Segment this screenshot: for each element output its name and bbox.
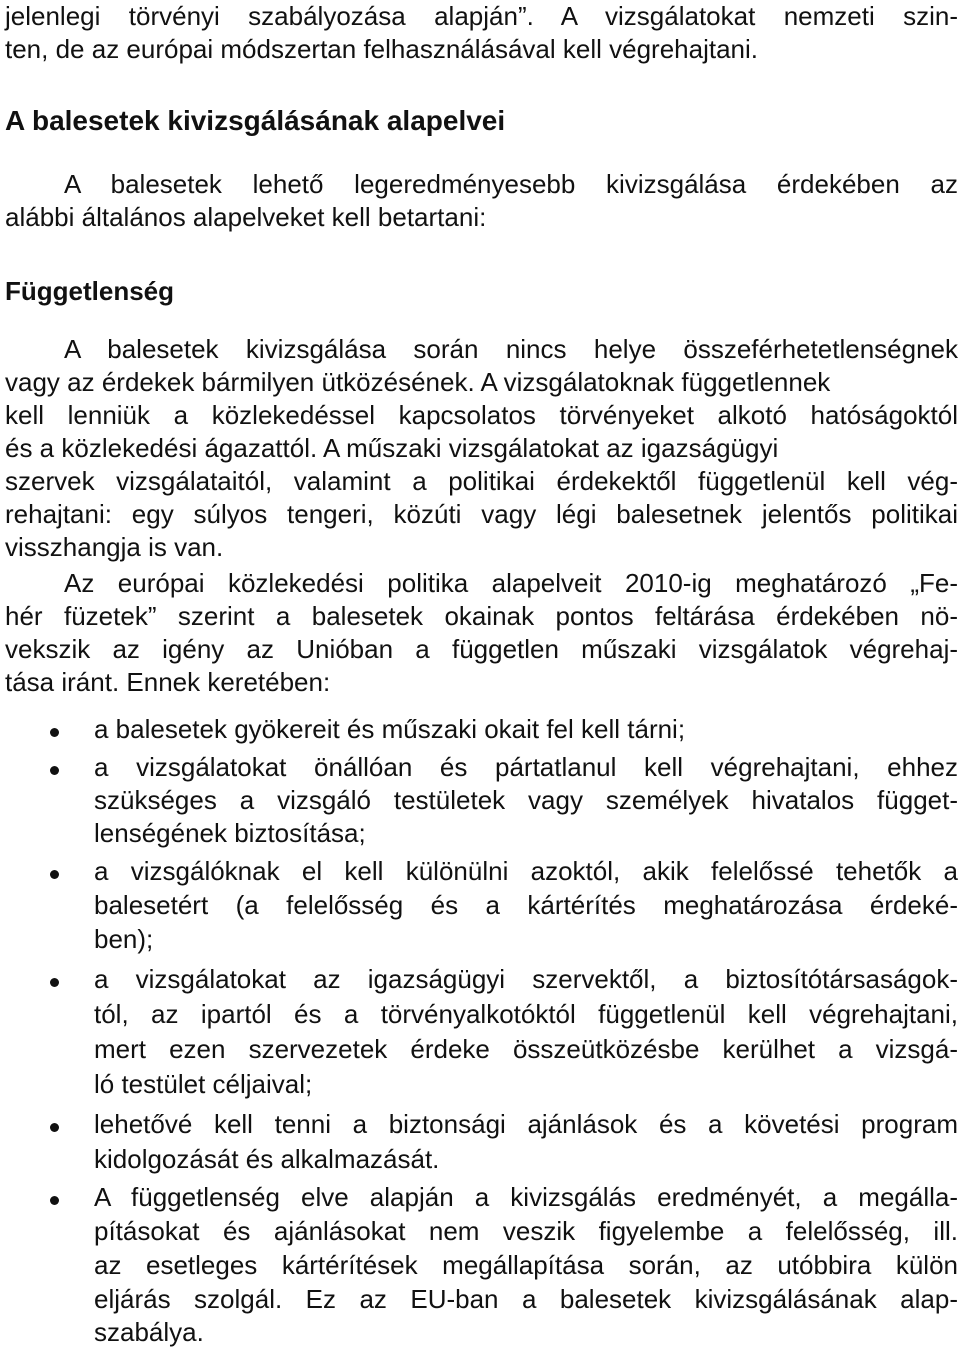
paragraph-line: A balesetek kivizsgálása során nincs helye összeférhetetlenségnek: [64, 334, 958, 364]
bullet-item-line: az esetleges kártérítések megállapítása során, az utóbbira külön: [94, 1250, 958, 1280]
bullet-dot-icon: [50, 1196, 59, 1205]
principles-line: alábbi általános alapelveket kell betartani:: [5, 202, 487, 232]
bullet-item-line: mert ezen szervezetek érdeke összeütközésbe kerülhet a vizsgá-: [94, 1034, 958, 1064]
paragraph-line: rehajtani: egy súlyos tengeri, közúti vagy légi balesetnek jelentős politikai: [5, 499, 958, 529]
bullet-dot-icon: [50, 766, 59, 775]
bullet-item-line: a vizsgálatokat az igazságügyi szervektől, a biztosítótársaságok-: [94, 964, 958, 994]
bullet-item-line: a vizsgálóknak el kell különülni azoktól, akik felelőssé tehetők a: [94, 856, 958, 886]
intro-line: jelenlegi törvényi szabályozása alapján”. A vizsgálatokat nemzeti szin-: [5, 1, 958, 31]
paragraph-line: kell lenniük a közlekedéssel kapcsolatos törvényeket alkotó hatóságoktól: [5, 400, 958, 430]
paragraph-line: hér füzetek” szerint a balesetek okainak pontos feltárása érdekében nö-: [5, 601, 958, 631]
bullet-item-line: szabálya.: [94, 1317, 204, 1347]
bullet-item-line: eljárás szolgál. Ez az EU-ban a balesetek kivizsgálásának alap-: [94, 1284, 958, 1314]
section-heading: A balesetek kivizsgálásának alapelvei: [5, 105, 506, 136]
principles-line: A balesetek lehető legeredményesebb kivizsgálása érdekében az: [64, 169, 958, 199]
bullet-item-line: ben);: [94, 924, 154, 954]
bullet-item-line: tól, az ipartól és a törvényalkotóktól függetlenül kell végrehajtani,: [94, 999, 958, 1029]
bullet-dot-icon: [50, 1123, 59, 1132]
bullet-item-line: pításokat és ajánlásokat nem veszik figyelembe a felelősség, ill.: [94, 1216, 958, 1246]
paragraph-line: Az európai közlekedési politika alapelveit 2010-ig meghatározó „Fe-: [64, 568, 958, 598]
bullet-item-line: lenségének biztosítása;: [94, 818, 366, 848]
paragraph-line: visszhangja is van.: [5, 532, 224, 562]
bullet-item-line: kidolgozását és alkalmazását.: [94, 1144, 440, 1174]
bullet-item-line: szükséges a vizsgáló testületek vagy személyek hivatalos függet-: [94, 785, 958, 815]
bullet-dot-icon: [50, 978, 59, 987]
bullet-item-line: ló testület céljaival;: [94, 1069, 313, 1099]
paragraph-line: tása iránt. Ennek keretében:: [5, 667, 331, 697]
paragraph-line: és a közlekedési ágazattól. A műszaki vizsgálatokat az igazságügyi: [5, 433, 779, 463]
intro-line: ten, de az európai módszertan felhasználásával kell végrehajtani.: [5, 34, 759, 64]
bullet-item-line: A függetlenség elve alapján a kivizsgálás eredményét, a megálla-: [94, 1182, 958, 1212]
bullet-item-line: balesetért (a felelősség és a kártérítés meghatározása érdeké-: [94, 890, 958, 920]
paragraph-line: vekszik az igény az Unióban a független műszaki vizsgálatok végrehaj-: [5, 634, 958, 664]
bullet-item-line: a vizsgálatokat önállóan és pártatlanul kell végrehajtani, ehhez: [94, 752, 958, 782]
bullet-item-line: a balesetek gyökereit és műszaki okait fel kell tárni;: [94, 714, 686, 744]
bullet-dot-icon: [50, 728, 59, 737]
bullet-dot-icon: [50, 870, 59, 879]
paragraph-line: szervek vizsgálataitól, valamint a politikai érdekektől függetlenül kell vég-: [5, 466, 958, 496]
bullet-item-line: lehetővé kell tenni a biztonsági ajánlások és a követési program: [94, 1109, 958, 1139]
subsection-heading: Függetlenség: [5, 276, 175, 306]
paragraph-line: vagy az érdekek bármilyen ütközésének. A vizsgálatoknak függetlennek: [5, 367, 831, 397]
